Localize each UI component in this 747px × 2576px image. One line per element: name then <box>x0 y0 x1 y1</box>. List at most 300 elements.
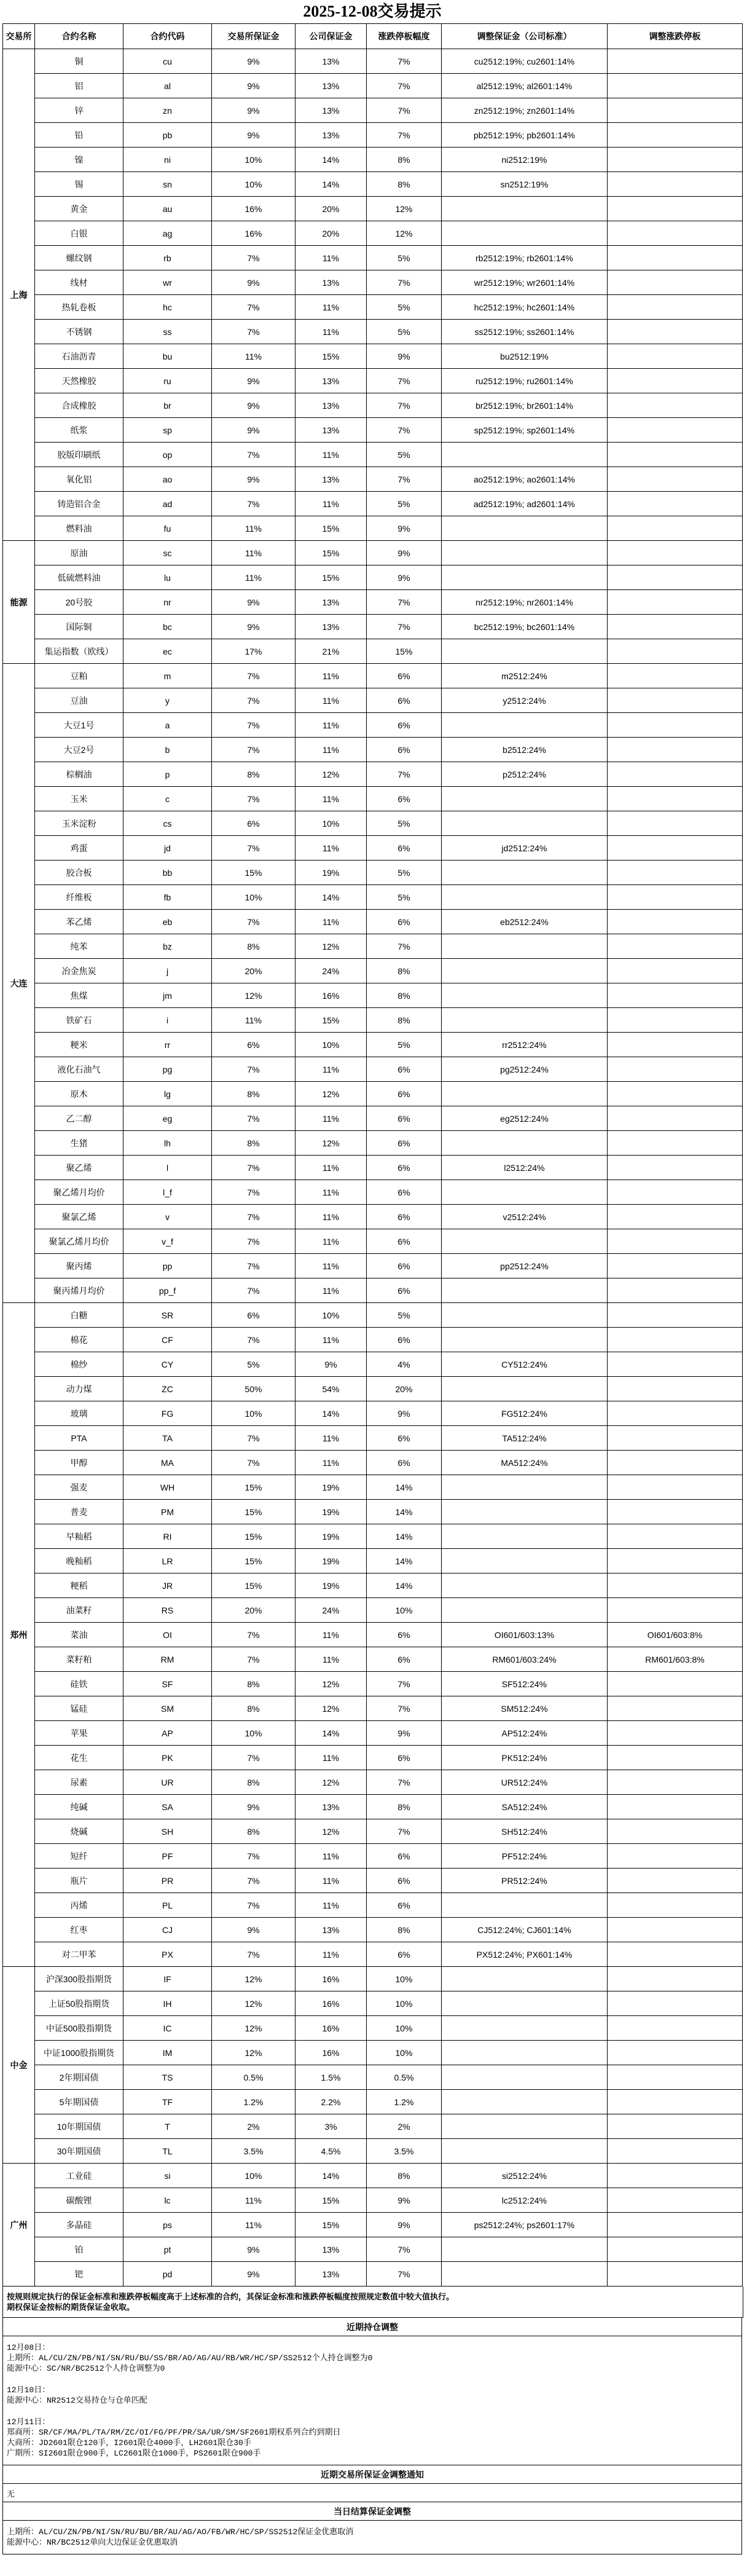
contract-name-cell: 瓶片 <box>35 1869 123 1893</box>
exchange-margin-cell: 15% <box>212 1524 295 1549</box>
adjusted-margin-cell <box>442 811 608 836</box>
contract-name-cell: 红枣 <box>35 1918 123 1942</box>
adjusted-margin-cell: sp2512:19%; sp2601:14% <box>442 418 608 443</box>
company-margin-cell: 11% <box>295 295 367 320</box>
adjusted-margin-cell: ps2512:24%; ps2601:17% <box>442 2213 608 2237</box>
company-margin-cell: 20% <box>295 221 367 246</box>
exchange-margin-cell: 10% <box>212 1721 295 1746</box>
table-row <box>3 1033 743 1057</box>
exchange-cell: 郑州 <box>3 1303 35 1967</box>
price-limit-cell: 6% <box>367 713 442 738</box>
exchange-margin-cell: 16% <box>212 221 295 246</box>
contract-code-cell: RS <box>123 1598 212 1623</box>
adjusted-limit-cell <box>608 1869 743 1893</box>
exchange-margin-cell: 8% <box>212 1131 295 1156</box>
table-row <box>3 688 743 713</box>
adjusted-margin-cell: y2512:24% <box>442 688 608 713</box>
contract-code-cell: RI <box>123 1524 212 1549</box>
adjusted-margin-cell <box>442 2065 608 2090</box>
exchange-margin-cell: 9% <box>212 2262 295 2286</box>
exchange-margin-cell: 7% <box>212 246 295 270</box>
adjusted-limit-cell <box>608 2188 743 2213</box>
exchange-margin-cell: 12% <box>212 1991 295 2016</box>
exchange-margin-cell: 9% <box>212 1918 295 1942</box>
contract-code-cell: bb <box>123 861 212 885</box>
adjusted-margin-cell <box>442 1229 608 1254</box>
adjusted-margin-cell: OI601/603:13% <box>442 1623 608 1647</box>
adjusted-margin-cell: jd2512:24% <box>442 836 608 861</box>
adjusted-limit-cell <box>608 1254 743 1278</box>
exchange-margin-cell: 7% <box>212 1942 295 1967</box>
table-row <box>3 934 743 959</box>
adjusted-limit-cell <box>608 1008 743 1033</box>
price-limit-cell: 7% <box>367 74 442 98</box>
table-row <box>3 221 743 246</box>
table-row <box>3 1401 743 1426</box>
adjusted-margin-cell: SA512:24% <box>442 1795 608 1819</box>
contract-code-cell: zn <box>123 98 212 123</box>
contract-code-cell: ad <box>123 492 212 516</box>
company-margin-cell: 11% <box>295 836 367 861</box>
contract-name-cell: 多晶硅 <box>35 2213 123 2237</box>
contract-code-cell: al <box>123 74 212 98</box>
table-row <box>3 541 743 565</box>
adjusted-margin-cell: UR512:24% <box>442 1770 608 1795</box>
adjusted-limit-cell <box>608 1746 743 1770</box>
exchange-margin-cell: 7% <box>212 1278 295 1303</box>
table-row <box>3 1991 743 2016</box>
contract-code-cell: ni <box>123 148 212 172</box>
price-limit-cell: 6% <box>367 1893 442 1918</box>
adjusted-margin-cell <box>442 565 608 590</box>
table-row <box>3 1500 743 1524</box>
contract-name-cell: 石油沥青 <box>35 344 123 369</box>
price-limit-cell: 7% <box>367 1696 442 1721</box>
contract-name-cell: 沪深300股指期货 <box>35 1967 123 1991</box>
header-contract-code: 合约代码 <box>123 24 212 49</box>
table-row <box>3 344 743 369</box>
company-margin-cell: 11% <box>295 1451 367 1475</box>
company-margin-cell: 14% <box>295 1401 367 1426</box>
table-row <box>3 1598 743 1623</box>
settle-title: 当日结算保证金调整 <box>2 2502 742 2521</box>
contract-code-cell: TL <box>123 2139 212 2164</box>
contract-code-cell: p <box>123 762 212 787</box>
contract-name-cell: 硅铁 <box>35 1672 123 1696</box>
adjusted-margin-cell: bu2512:19% <box>442 344 608 369</box>
price-limit-cell: 8% <box>367 1008 442 1033</box>
table-row <box>3 885 743 910</box>
adjusted-limit-cell <box>608 98 743 123</box>
contract-code-cell: LR <box>123 1549 212 1574</box>
table-row <box>3 1869 743 1893</box>
adjusted-limit-cell <box>608 1205 743 1229</box>
contract-name-cell: 菜油 <box>35 1623 123 1647</box>
contract-code-cell: y <box>123 688 212 713</box>
table-row <box>3 246 743 270</box>
table-row <box>3 1844 743 1869</box>
adjusted-margin-cell <box>442 2041 608 2065</box>
adjusted-limit-cell <box>608 1475 743 1500</box>
adjusted-limit-cell <box>608 344 743 369</box>
table-row <box>3 565 743 590</box>
exchange-margin-cell: 7% <box>212 1451 295 1475</box>
contract-code-cell: pb <box>123 123 212 148</box>
adjusted-margin-cell: SM512:24% <box>442 1696 608 1721</box>
company-margin-cell: 11% <box>295 1156 367 1180</box>
exchange-margin-cell: 12% <box>212 983 295 1008</box>
exchange-margin-cell: 8% <box>212 1672 295 1696</box>
contract-code-cell: PL <box>123 1893 212 1918</box>
contract-name-cell: 原油 <box>35 541 123 565</box>
contract-code-cell: ag <box>123 221 212 246</box>
adjusted-limit-cell <box>608 1942 743 1967</box>
contract-name-cell: 胶合板 <box>35 861 123 885</box>
contract-code-cell: sp <box>123 418 212 443</box>
company-margin-cell: 3% <box>295 2114 367 2139</box>
contract-name-cell: 黄金 <box>35 197 123 221</box>
contract-code-cell: cu <box>123 49 212 74</box>
exchange-margin-cell: 9% <box>212 418 295 443</box>
contract-name-cell: 锡 <box>35 172 123 197</box>
adjusted-limit-cell <box>608 787 743 811</box>
company-margin-cell: 14% <box>295 148 367 172</box>
adjusted-margin-cell <box>442 443 608 467</box>
contract-code-cell: PF <box>123 1844 212 1869</box>
adjusted-margin-cell: br2512:19%; br2601:14% <box>442 393 608 418</box>
price-limit-cell: 6% <box>367 1451 442 1475</box>
contract-name-cell: 苹果 <box>35 1721 123 1746</box>
adjusted-limit-cell <box>608 1991 743 2016</box>
exchange-margin-cell: 7% <box>212 295 295 320</box>
company-margin-cell: 10% <box>295 811 367 836</box>
contract-name-cell: 2年期国债 <box>35 2065 123 2090</box>
adjusted-margin-cell: TA512:24% <box>442 1426 608 1451</box>
table-row <box>3 98 743 123</box>
company-margin-cell: 13% <box>295 74 367 98</box>
price-limit-cell: 12% <box>367 197 442 221</box>
adjusted-limit-cell <box>608 664 743 688</box>
contract-name-cell: 生猪 <box>35 1131 123 1156</box>
contract-name-cell: 聚乙烯月均价 <box>35 1180 123 1205</box>
contract-code-cell: IF <box>123 1967 212 1991</box>
exchange-margin-cell: 9% <box>212 49 295 74</box>
exchange-cell: 大连 <box>3 664 35 1303</box>
exchange-margin-cell: 8% <box>212 1696 295 1721</box>
exchange-margin-cell: 9% <box>212 467 295 492</box>
company-margin-cell: 12% <box>295 1696 367 1721</box>
adjusted-margin-cell: RM601/603:24% <box>442 1647 608 1672</box>
adjusted-margin-cell <box>442 1303 608 1328</box>
company-margin-cell: 11% <box>295 1057 367 1082</box>
company-margin-cell: 11% <box>295 713 367 738</box>
exchange-margin-cell: 9% <box>212 2237 295 2262</box>
table-row <box>3 1967 743 1991</box>
price-limit-cell: 9% <box>367 541 442 565</box>
table-row <box>3 1106 743 1131</box>
exchange-margin-cell: 10% <box>212 2164 295 2188</box>
contract-name-cell: 氧化铝 <box>35 467 123 492</box>
contract-name-cell: 锰硅 <box>35 1696 123 1721</box>
exchange-margin-cell: 7% <box>212 1106 295 1131</box>
adjusted-margin-cell <box>442 541 608 565</box>
exchange-margin-cell: 5% <box>212 1352 295 1377</box>
company-margin-cell: 11% <box>295 1106 367 1131</box>
exchange-margin-cell: 7% <box>212 787 295 811</box>
contract-code-cell: RM <box>123 1647 212 1672</box>
price-limit-cell: 6% <box>367 1254 442 1278</box>
adjusted-margin-cell <box>442 787 608 811</box>
contract-code-cell: c <box>123 787 212 811</box>
contract-code-cell: br <box>123 393 212 418</box>
header-adjusted-limit: 调整涨跌停板 <box>608 24 743 49</box>
exchange-margin-cell: 6% <box>212 1033 295 1057</box>
company-margin-cell: 11% <box>295 1229 367 1254</box>
exchange-margin-cell: 20% <box>212 1598 295 1623</box>
table-row <box>3 713 743 738</box>
contract-name-cell: 铅 <box>35 123 123 148</box>
exchange-margin-cell: 7% <box>212 1205 295 1229</box>
table-row <box>3 516 743 541</box>
price-limit-cell: 6% <box>367 1057 442 1082</box>
exchange-margin-cell: 16% <box>212 197 295 221</box>
adjusted-margin-cell <box>442 1574 608 1598</box>
company-margin-cell: 16% <box>295 1967 367 1991</box>
contract-code-cell: l_f <box>123 1180 212 1205</box>
contract-name-cell: 铂 <box>35 2237 123 2262</box>
contract-code-cell: jm <box>123 983 212 1008</box>
price-limit-cell: 6% <box>367 836 442 861</box>
company-margin-cell: 54% <box>295 1377 367 1401</box>
price-limit-cell: 9% <box>367 1721 442 1746</box>
exchange-margin-cell: 7% <box>212 713 295 738</box>
contract-code-cell: ss <box>123 320 212 344</box>
price-limit-cell: 12% <box>367 221 442 246</box>
adjusted-limit-cell <box>608 1844 743 1869</box>
exchange-margin-cell: 10% <box>212 1401 295 1426</box>
contract-code-cell: cs <box>123 811 212 836</box>
adjusted-limit-cell <box>608 836 743 861</box>
adjusted-limit-cell <box>608 1180 743 1205</box>
company-margin-cell: 24% <box>295 959 367 983</box>
contract-name-cell: 鸡蛋 <box>35 836 123 861</box>
adjusted-margin-cell <box>442 197 608 221</box>
exchange-margin-cell: 6% <box>212 1303 295 1328</box>
table-row <box>3 1328 743 1352</box>
adjusted-limit-cell <box>608 49 743 74</box>
contract-code-cell: l <box>123 1156 212 1180</box>
contract-name-cell: 螺纹钢 <box>35 246 123 270</box>
adjusted-limit-cell <box>608 1893 743 1918</box>
exchange-margin-cell: 2% <box>212 2114 295 2139</box>
contract-name-cell: 10年期国债 <box>35 2114 123 2139</box>
company-margin-cell: 13% <box>295 1795 367 1819</box>
company-margin-cell: 15% <box>295 344 367 369</box>
contract-code-cell: lg <box>123 1082 212 1106</box>
price-limit-cell: 10% <box>367 1967 442 1991</box>
company-margin-cell: 11% <box>295 1623 367 1647</box>
contract-name-cell: 铜 <box>35 49 123 74</box>
price-limit-cell: 6% <box>367 688 442 713</box>
price-limit-cell: 7% <box>367 123 442 148</box>
price-limit-cell: 15% <box>367 639 442 664</box>
page-title: 2025-12-08交易提示 <box>303 2 442 20</box>
adjusted-limit-cell <box>608 2114 743 2139</box>
exchange-margin-cell: 15% <box>212 1475 295 1500</box>
contract-code-cell: T <box>123 2114 212 2139</box>
contract-name-cell: 早籼稻 <box>35 1524 123 1549</box>
contract-code-cell: PK <box>123 1746 212 1770</box>
price-limit-cell: 6% <box>367 1647 442 1672</box>
company-margin-cell: 11% <box>295 1205 367 1229</box>
adjusted-limit-cell: OI601/603:8% <box>608 1623 743 1647</box>
exchange-margin-cell: 15% <box>212 1574 295 1598</box>
price-limit-cell: 6% <box>367 910 442 934</box>
contract-code-cell: SA <box>123 1795 212 1819</box>
company-margin-cell: 15% <box>295 541 367 565</box>
contract-code-cell: m <box>123 664 212 688</box>
company-margin-cell: 19% <box>295 1475 367 1500</box>
recent-block-1210: 12月10日： 能源中心：NR2512交易持仓与仓单匹配 <box>7 2385 147 2405</box>
contract-code-cell: SH <box>123 1819 212 1844</box>
contract-name-cell: 丙烯 <box>35 1893 123 1918</box>
adjusted-limit-cell <box>608 615 743 639</box>
company-margin-cell: 12% <box>295 1770 367 1795</box>
adjusted-margin-cell <box>442 2090 608 2114</box>
company-margin-cell: 16% <box>295 2041 367 2065</box>
table-row <box>3 811 743 836</box>
table-row <box>3 2139 743 2164</box>
contract-name-cell: 锌 <box>35 98 123 123</box>
adjusted-limit-cell <box>608 197 743 221</box>
adjusted-limit-cell <box>608 1721 743 1746</box>
adjusted-margin-cell: AP512:24% <box>442 1721 608 1746</box>
exchange-margin-cell: 11% <box>212 516 295 541</box>
exchange-margin-cell: 8% <box>212 934 295 959</box>
exchange-margin-cell: 9% <box>212 270 295 295</box>
exchange-margin-cell: 8% <box>212 762 295 787</box>
adjusted-limit-cell <box>608 983 743 1008</box>
contract-name-cell: 豆油 <box>35 688 123 713</box>
adjusted-limit-cell <box>608 2090 743 2114</box>
contract-code-cell: pg <box>123 1057 212 1082</box>
adjusted-margin-cell <box>442 1328 608 1352</box>
adjusted-limit-cell <box>608 1352 743 1377</box>
adjusted-margin-cell <box>442 1082 608 1106</box>
table-row <box>3 615 743 639</box>
table-row <box>3 590 743 615</box>
contract-name-cell: 纯苯 <box>35 934 123 959</box>
adjusted-margin-cell <box>442 2139 608 2164</box>
price-limit-cell: 10% <box>367 1598 442 1623</box>
price-limit-cell: 6% <box>367 1082 442 1106</box>
notice-title: 近期交易所保证金调整通知 <box>2 2465 742 2484</box>
contract-code-cell: wr <box>123 270 212 295</box>
adjusted-margin-cell: FG512:24% <box>442 1401 608 1426</box>
contract-name-cell: 玻璃 <box>35 1401 123 1426</box>
exchange-margin-cell: 11% <box>212 541 295 565</box>
contract-name-cell: 聚丙烯月均价 <box>35 1278 123 1303</box>
contract-code-cell: sn <box>123 172 212 197</box>
table-row <box>3 1696 743 1721</box>
exchange-margin-cell: 12% <box>212 2041 295 2065</box>
exchange-margin-cell: 6% <box>212 811 295 836</box>
adjusted-limit-cell <box>608 910 743 934</box>
contract-name-cell: 棕榈油 <box>35 762 123 787</box>
exchange-margin-cell: 8% <box>212 1082 295 1106</box>
exchange-cell: 能源 <box>3 541 35 664</box>
adjusted-limit-cell <box>608 959 743 983</box>
table-row <box>3 959 743 983</box>
adjusted-limit-cell <box>608 1278 743 1303</box>
company-margin-cell: 20% <box>295 197 367 221</box>
adjusted-margin-cell: wr2512:19%; wr2601:14% <box>442 270 608 295</box>
contract-name-cell: 甲醇 <box>35 1451 123 1475</box>
price-limit-cell: 7% <box>367 2237 442 2262</box>
adjusted-margin-cell <box>442 1180 608 1205</box>
table-row <box>3 1205 743 1229</box>
price-limit-cell: 6% <box>367 1106 442 1131</box>
contract-name-cell: 白银 <box>35 221 123 246</box>
recent-position-title: 近期持仓调整 <box>2 2318 742 2336</box>
adjusted-margin-cell: l2512:24% <box>442 1156 608 1180</box>
adjusted-margin-cell: p2512:24% <box>442 762 608 787</box>
adjusted-limit-cell <box>608 1696 743 1721</box>
contract-code-cell: v_f <box>123 1229 212 1254</box>
company-margin-cell: 12% <box>295 1672 367 1696</box>
price-limit-cell: 5% <box>367 1033 442 1057</box>
contract-code-cell: WH <box>123 1475 212 1500</box>
adjusted-margin-cell: b2512:24% <box>442 738 608 762</box>
company-margin-cell: 10% <box>295 1303 367 1328</box>
adjusted-margin-cell <box>442 1598 608 1623</box>
contract-code-cell: jd <box>123 836 212 861</box>
contract-name-cell: 菜籽粕 <box>35 1647 123 1672</box>
adjusted-margin-cell: bc2512:19%; bc2601:14% <box>442 615 608 639</box>
company-margin-cell: 13% <box>295 123 367 148</box>
contract-code-cell: PM <box>123 1500 212 1524</box>
company-margin-cell: 13% <box>295 2262 367 2286</box>
table-row <box>3 1254 743 1278</box>
contract-name-cell: 液化石油气 <box>35 1057 123 1082</box>
table-row <box>3 2188 743 2213</box>
contract-name-cell: 燃料油 <box>35 516 123 541</box>
adjusted-limit-cell <box>608 811 743 836</box>
exchange-margin-cell: 15% <box>212 861 295 885</box>
adjusted-margin-cell: hc2512:19%; hc2601:14% <box>442 295 608 320</box>
adjusted-limit-cell <box>608 1229 743 1254</box>
header-exchange: 交易所 <box>3 24 35 49</box>
adjusted-limit-cell <box>608 74 743 98</box>
price-limit-cell: 9% <box>367 344 442 369</box>
contract-code-cell: CJ <box>123 1918 212 1942</box>
table-row <box>3 1475 743 1500</box>
company-margin-cell: 19% <box>295 1574 367 1598</box>
table-row <box>3 123 743 148</box>
adjusted-margin-cell <box>442 516 608 541</box>
exchange-margin-cell: 11% <box>212 2188 295 2213</box>
adjusted-margin-cell: nr2512:19%; nr2601:14% <box>442 590 608 615</box>
price-limit-cell: 6% <box>367 1623 442 1647</box>
contract-code-cell: IC <box>123 2016 212 2041</box>
adjusted-limit-cell <box>608 1082 743 1106</box>
adjusted-margin-cell <box>442 1893 608 1918</box>
exchange-margin-cell: 7% <box>212 1746 295 1770</box>
company-margin-cell: 11% <box>295 1942 367 1967</box>
exchange-margin-cell: 7% <box>212 1869 295 1893</box>
price-limit-cell: 6% <box>367 787 442 811</box>
company-margin-cell: 4.5% <box>295 2139 367 2164</box>
